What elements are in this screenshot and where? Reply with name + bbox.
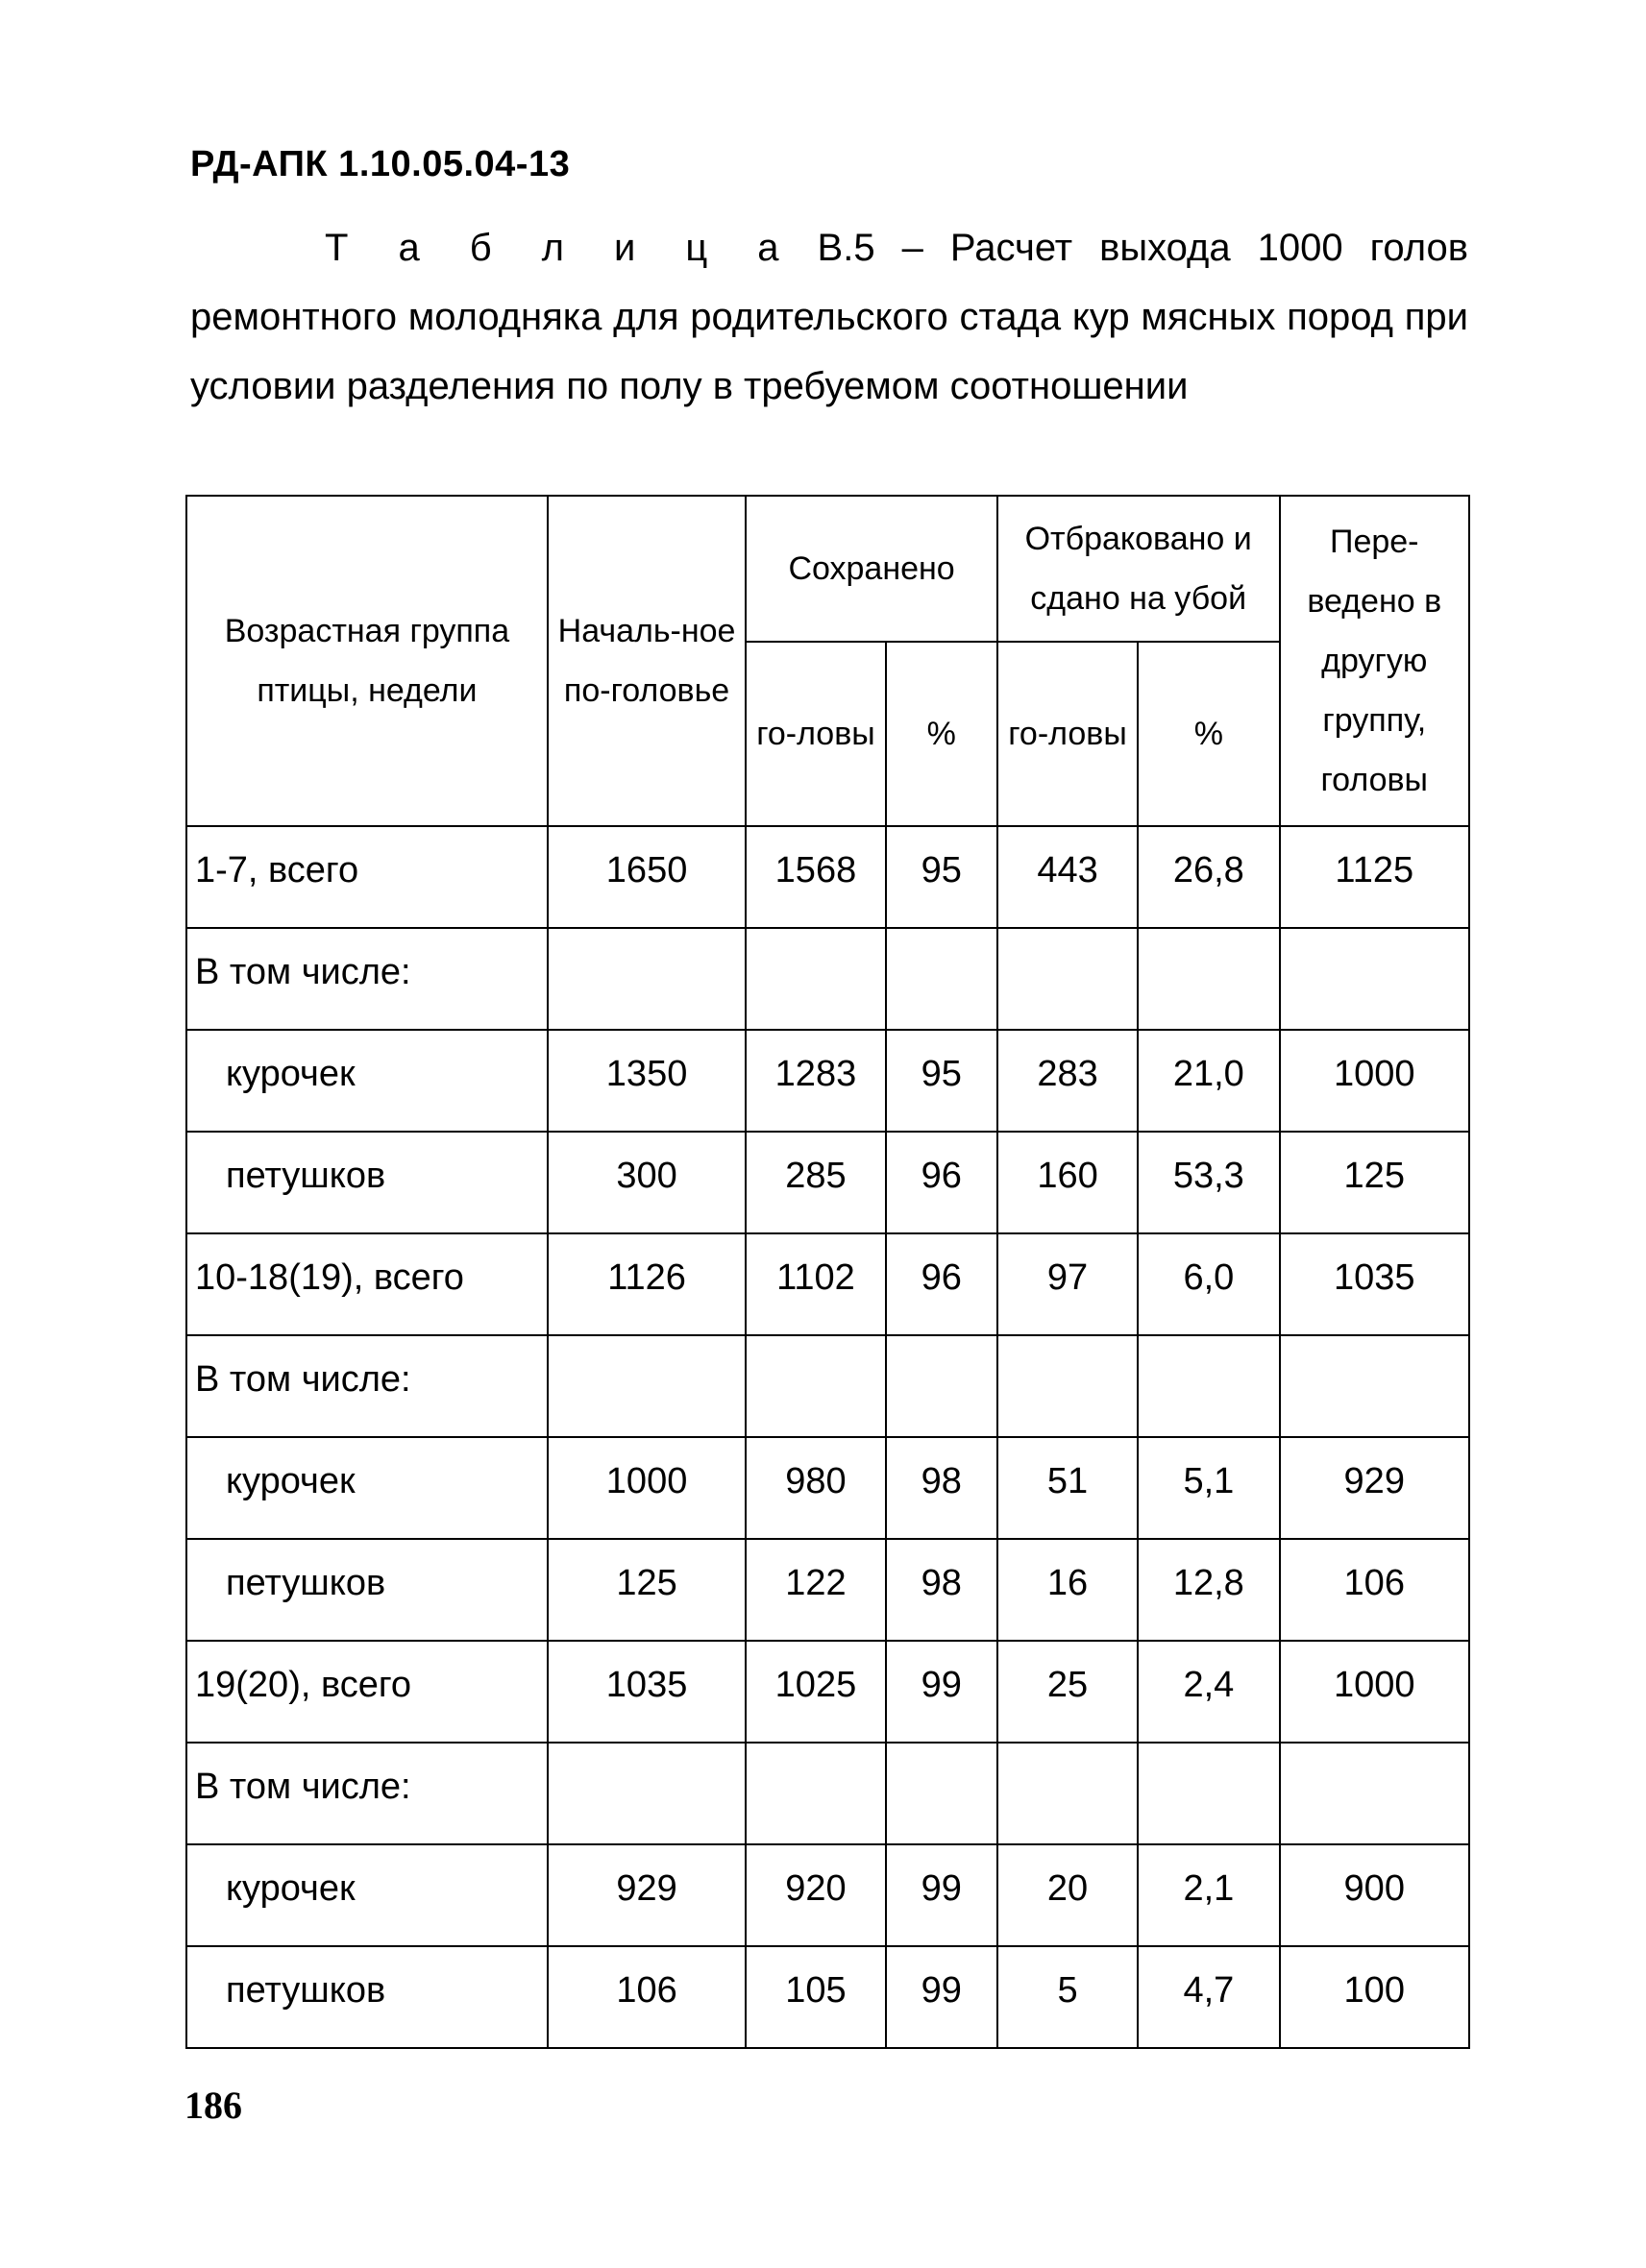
transferred-cell: 106 [1280,1539,1469,1641]
table-row [186,1233,1469,1335]
preserved-percent-cell: 95 [886,826,997,928]
header-transferred: Пере-ведено в другую группу, головы [1280,496,1469,826]
culled-heads-cell: 25 [997,1641,1138,1743]
age-group-cell: курочек [186,1030,548,1132]
header-preserved-percent: % [886,642,997,826]
preserved-percent-cell: 99 [886,1844,997,1946]
transferred-cell: 125 [1280,1132,1469,1233]
preserved-percent-cell: 98 [886,1437,997,1539]
preserved-heads-cell: 1283 [746,1030,885,1132]
transferred-cell: 929 [1280,1437,1469,1539]
culled-heads-cell: 20 [997,1844,1138,1946]
preserved-heads-cell [746,928,885,1030]
initial-stock-cell [548,1743,746,1844]
table-caption-label: Т а б л и ц а [325,227,791,269]
culled-percent-cell [1138,1335,1279,1437]
document-code: РД-АПК 1.10.05.04-13 [190,144,571,184]
culled-percent-cell: 21,0 [1138,1030,1279,1132]
page-number: 186 [184,2084,242,2127]
header-culled-percent: % [1138,642,1279,826]
culled-heads-cell: 283 [997,1030,1138,1132]
table-row [186,928,1469,1030]
age-group-cell: петушков [186,1539,548,1641]
table-row [186,1743,1469,1844]
culled-heads-cell: 5 [997,1946,1138,2048]
preserved-percent-cell [886,928,997,1030]
preserved-heads-cell: 105 [746,1946,885,2048]
table-row [186,826,1469,928]
transferred-cell: 900 [1280,1844,1469,1946]
table-row [186,1132,1469,1233]
preserved-heads-cell: 1568 [746,826,885,928]
table-row [186,1030,1469,1132]
culled-heads-cell [997,1743,1138,1844]
table-row [186,1641,1469,1743]
initial-stock-cell: 1650 [548,826,746,928]
table-row [186,1844,1469,1946]
transferred-cell: 1035 [1280,1233,1469,1335]
transferred-cell: 100 [1280,1946,1469,2048]
header-culled: Отбраковано и сдано на убой [997,496,1280,642]
age-group-cell: петушков [186,1946,548,2048]
initial-stock-cell: 1126 [548,1233,746,1335]
header-preserved: Сохранено [746,496,997,642]
transferred-cell [1280,1335,1469,1437]
preserved-heads-cell: 980 [746,1437,885,1539]
initial-stock-cell: 106 [548,1946,746,2048]
table-row [186,1539,1469,1641]
initial-stock-cell: 929 [548,1844,746,1946]
header-preserved-heads: го-ловы [746,642,885,826]
preserved-heads-cell: 1025 [746,1641,885,1743]
table-body [186,826,1469,2048]
culled-heads-cell: 97 [997,1233,1138,1335]
initial-stock-cell: 300 [548,1132,746,1233]
preserved-percent-cell [886,1743,997,1844]
age-group-cell: петушков [186,1132,548,1233]
table-row [186,1335,1469,1437]
culled-percent-cell: 53,3 [1138,1132,1279,1233]
culled-heads-cell: 16 [997,1539,1138,1641]
culled-heads-cell [997,1335,1138,1437]
culled-percent-cell: 26,8 [1138,826,1279,928]
preserved-heads-cell: 122 [746,1539,885,1641]
transferred-cell [1280,928,1469,1030]
table-caption-text: В.5 – Расчет выхода 1000 голов ремонтного молодняка для родительского стада кур мясных пород при условии разделения по полу в требуемом соотношении [190,227,1468,407]
age-group-cell: 19(20), всего [186,1641,548,1743]
table-caption [190,213,1468,421]
preserved-heads-cell: 285 [746,1132,885,1233]
culled-percent-cell: 6,0 [1138,1233,1279,1335]
transferred-cell: 1125 [1280,826,1469,928]
initial-stock-cell: 125 [548,1539,746,1641]
preserved-percent-cell: 99 [886,1946,997,2048]
culled-heads-cell: 443 [997,826,1138,928]
initial-stock-cell [548,928,746,1030]
culled-percent-cell: 2,4 [1138,1641,1279,1743]
transferred-cell: 1000 [1280,1641,1469,1743]
preserved-heads-cell [746,1743,885,1844]
preserved-percent-cell: 98 [886,1539,997,1641]
age-group-cell: В том числе: [186,1743,548,1844]
table-row [186,1437,1469,1539]
initial-stock-cell: 1350 [548,1030,746,1132]
culled-heads-cell: 160 [997,1132,1138,1233]
age-group-cell: курочек [186,1437,548,1539]
table-row [186,1946,1469,2048]
age-group-cell: 10-18(19), всего [186,1233,548,1335]
transferred-cell: 1000 [1280,1030,1469,1132]
preserved-heads-cell: 1102 [746,1233,885,1335]
age-group-cell: В том числе: [186,928,548,1030]
preserved-percent-cell: 99 [886,1641,997,1743]
age-group-cell: В том числе: [186,1335,548,1437]
culled-percent-cell: 12,8 [1138,1539,1279,1641]
preserved-heads-cell [746,1335,885,1437]
culled-heads-cell: 51 [997,1437,1138,1539]
header-culled-heads: го-ловы [997,642,1138,826]
header-age-group: Возрастная группа птицы, недели [186,496,548,826]
initial-stock-cell: 1035 [548,1641,746,1743]
preserved-percent-cell [886,1335,997,1437]
culled-percent-cell: 2,1 [1138,1844,1279,1946]
preserved-percent-cell: 96 [886,1132,997,1233]
preserved-percent-cell: 96 [886,1233,997,1335]
header-initial-stock: Началь-ное по-головье [548,496,746,826]
culled-percent-cell [1138,928,1279,1030]
initial-stock-cell: 1000 [548,1437,746,1539]
transferred-cell [1280,1743,1469,1844]
preserved-percent-cell: 95 [886,1030,997,1132]
initial-stock-cell [548,1335,746,1437]
preserved-heads-cell: 920 [746,1844,885,1946]
data-table [185,495,1470,2049]
culled-percent-cell: 4,7 [1138,1946,1279,2048]
culled-percent-cell: 5,1 [1138,1437,1279,1539]
culled-heads-cell [997,928,1138,1030]
culled-percent-cell [1138,1743,1279,1844]
age-group-cell: курочек [186,1844,548,1946]
age-group-cell: 1-7, всего [186,826,548,928]
